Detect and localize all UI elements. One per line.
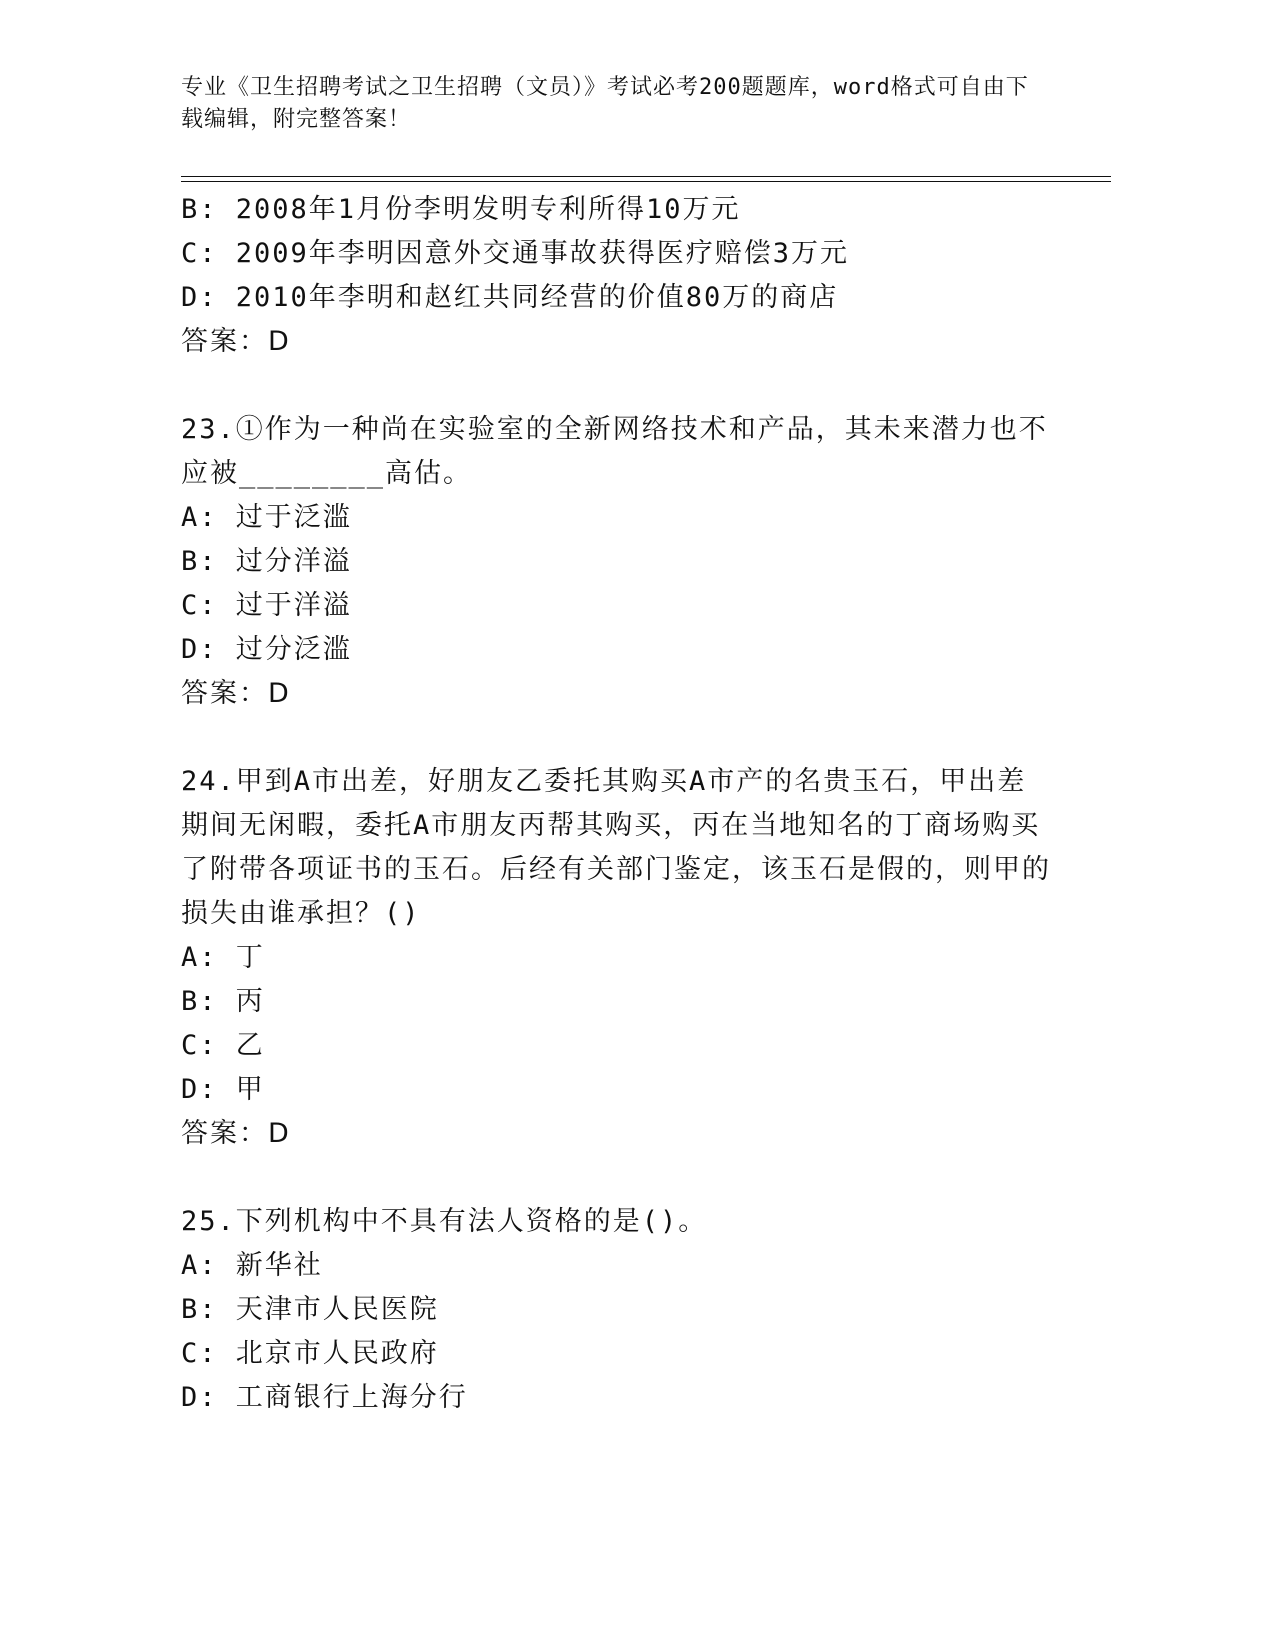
option-b: B: 过分洋溢 xyxy=(181,546,352,577)
answer: 答案：D xyxy=(181,678,291,709)
question-25 xyxy=(181,1200,1051,1420)
question-text: 23.①作为一种尚在实验室的全新网络技术和产品，其未来潜力也不应被________高估。 xyxy=(181,414,1048,489)
option-d: D: 工商银行上海分行 xyxy=(181,1382,468,1413)
header-rule-top xyxy=(181,176,1111,177)
spacer xyxy=(181,1156,1051,1200)
option-d: D: 甲 xyxy=(181,1074,265,1105)
answer: 答案：D xyxy=(181,326,291,357)
spacer xyxy=(181,716,1051,760)
question-text: 25.下列机构中不具有法人资格的是()。 xyxy=(181,1206,708,1237)
option-a: A: 丁 xyxy=(181,942,265,973)
answer: 答案：D xyxy=(181,1118,291,1149)
option-d: D: 过分泛滥 xyxy=(181,634,352,665)
option-c: C: 2009年李明因意外交通事故获得医疗赔偿3万元 xyxy=(181,238,850,269)
question-22-continuation xyxy=(181,188,1051,364)
option-c: C: 乙 xyxy=(181,1030,265,1061)
option-d: D: 2010年李明和赵红共同经营的价值80万的商店 xyxy=(181,282,839,313)
question-24 xyxy=(181,760,1051,1156)
option-b: B: 丙 xyxy=(181,986,265,1017)
option-c: C: 过于洋溢 xyxy=(181,590,352,621)
option-b: B: 天津市人民医院 xyxy=(181,1294,439,1325)
question-23 xyxy=(181,408,1051,716)
document-header: 专业《卫生招聘考试之卫生招聘（文员）》考试必考200题题库，word格式可自由下载编辑，附完整答案！ xyxy=(181,75,1029,132)
option-c: C: 北京市人民政府 xyxy=(181,1338,439,1369)
spacer xyxy=(181,364,1051,408)
question-text: 24.甲到A市出差，好朋友乙委托其购买A市产的名贵玉石，甲出差期间无闲暇，委托A市朋友丙帮其购买，丙在当地知名的丁商场购买了附带各项证书的玉石。后经有关部门鉴定，该玉石是假的，则甲的损失由谁承担？() xyxy=(181,766,1051,929)
header-rule-bottom xyxy=(181,181,1111,182)
question-list xyxy=(181,188,1051,1420)
option-b: B: 2008年1月份李明发明专利所得10万元 xyxy=(181,194,741,225)
option-a: A: 过于泛滥 xyxy=(181,502,352,533)
option-a: A: 新华社 xyxy=(181,1250,323,1281)
